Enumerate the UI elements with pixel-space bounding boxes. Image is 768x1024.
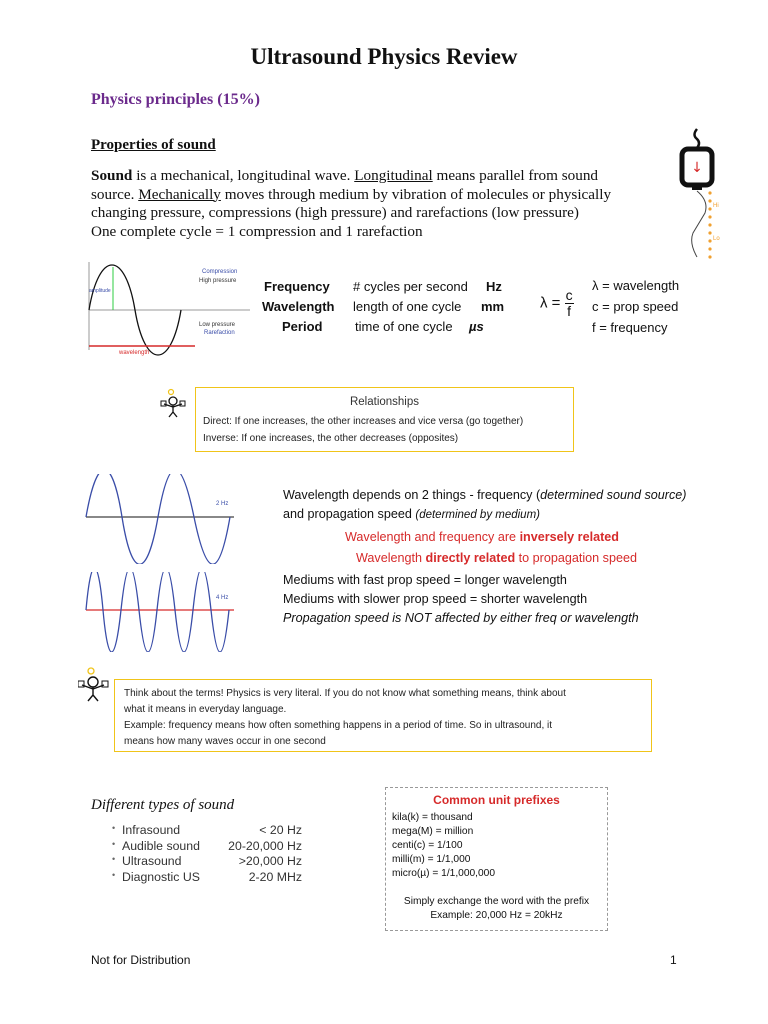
list-item: [112, 854, 312, 870]
term-frequency-unit: Hz: [486, 279, 502, 294]
text-segment: to propagation speed: [515, 551, 637, 565]
page-number: 1: [670, 953, 677, 967]
list-item: [112, 823, 312, 839]
compression-label: Compression: [202, 269, 238, 275]
prop-speed-note: Propagation speed is NOT affected by either freq or wavelength: [283, 611, 639, 625]
mechanically-term: Mechanically: [138, 185, 221, 203]
formula-denominator: f: [567, 303, 572, 319]
bullet: •: [112, 854, 116, 864]
text-segment: Wavelength: [356, 551, 426, 565]
section-heading: Physics principles (15%): [91, 91, 260, 108]
prefix-item: milli(m) = 1/1,000: [392, 854, 471, 865]
think-line: Think about the terms! Physics is very literal. If you do not know what something means, think about: [124, 688, 566, 699]
amplitude-label: amplitude: [89, 288, 111, 294]
legend-wavelength: λ = wavelength: [592, 278, 680, 293]
prefix-item: centi(c) = 1/100: [392, 840, 463, 851]
label-2hz: 2 Hz: [216, 501, 229, 507]
high-pressure-label: High pressure: [199, 278, 237, 284]
low-pressure-label: Low pressure: [199, 322, 236, 328]
prefix-item: kila(k) = thousand: [392, 812, 473, 823]
longitudinal-term: Longitudinal: [354, 167, 433, 184]
list-item: [112, 870, 312, 886]
term-period-unit: µs: [469, 319, 484, 334]
wavelength-depends-line2: [283, 507, 540, 521]
formula-fraction: [565, 288, 574, 319]
text-italic: (determined by medium): [415, 509, 540, 521]
intro-text: source.: [91, 185, 139, 203]
sound-types-list: [112, 823, 312, 885]
dot-column: [708, 191, 711, 258]
sound-types-heading: Different types of sound: [91, 797, 235, 813]
sound-type-name: Audible sound: [122, 838, 200, 853]
wavelength-depends-line1: [283, 488, 686, 502]
prefix-example: Example: 20,000 Hz = 20kHz: [430, 910, 563, 921]
text-segment: and propagation speed: [283, 507, 416, 521]
bullet: •: [112, 838, 116, 849]
relationship-inverse: Inverse: If one increases, the other decreases (opposites): [203, 433, 459, 444]
intro-line: One complete cycle = 1 compression and 1 rarefaction: [91, 222, 423, 240]
term-wavelength-desc: length of one cycle: [353, 299, 462, 314]
bullet: •: [112, 823, 116, 833]
intro-text: is a mechanical, longitudinal wave.: [132, 167, 355, 184]
footer-distribution-note: Not for Distribution: [91, 953, 191, 967]
term-frequency-desc: # cycles per second: [353, 279, 468, 294]
formula-lhs: λ =: [540, 294, 561, 312]
text-bold: directly related: [425, 551, 516, 565]
wavelength-formula: [540, 288, 574, 319]
inverse-relation-line: [345, 530, 619, 544]
subsection-heading: Properties of sound: [91, 137, 216, 153]
term-period-desc: time of one cycle: [355, 319, 453, 334]
prefixes-title: Common unit prefixes: [433, 793, 560, 807]
intro-text: means parallel from sound: [432, 167, 599, 184]
wavelength-label: wavelength: [119, 350, 150, 356]
direct-relation-line: [356, 551, 637, 565]
term-frequency: Frequency: [264, 279, 330, 294]
think-line: what it means in everyday language.: [124, 704, 287, 715]
sound-type-value: < 20 Hz: [259, 823, 302, 837]
rarefaction-label: Rarefaction: [204, 330, 235, 336]
text-bold: inversely related: [519, 530, 619, 544]
intro-paragraph: [91, 167, 661, 241]
wave-4hz: [84, 572, 244, 652]
text-segment: Wavelength depends on 2 things - frequency (: [283, 488, 541, 502]
unit-prefixes-box: [385, 787, 608, 931]
think-line: means how many waves occur in one second: [124, 736, 326, 747]
term-wavelength-unit: mm: [481, 299, 505, 314]
text-segment: Wavelength and frequency are: [345, 530, 520, 544]
relationships-box: [195, 387, 574, 452]
thinking-person-icon: [160, 388, 190, 418]
term-period: Period: [282, 319, 323, 334]
think-text: [124, 686, 644, 750]
page-title: Ultrasound Physics Review: [250, 44, 518, 69]
wave-2hz: [84, 474, 244, 564]
fast-medium-line: Mediums with fast prop speed = longer wavelength: [283, 573, 567, 587]
down-arrow-icon: ↓: [691, 160, 703, 176]
sound-type-name: Ultrasound: [122, 854, 182, 868]
list-item: [112, 839, 312, 855]
formula-numerator: c: [565, 287, 573, 303]
intro-text: moves through medium by vibration of molecules or physically: [220, 185, 612, 203]
text-italic: determined sound source): [540, 488, 687, 502]
sound-type-name: Diagnostic US: [122, 869, 200, 884]
bullet: •: [112, 869, 116, 880]
prefix-item: micro(µ) = 1/1,000,000: [392, 868, 495, 879]
intro-line: changing pressure, compressions (high pressure) and rarefactions (low pressure): [91, 204, 579, 221]
slow-medium-line: Mediums with slower prop speed = shorter wavelength: [283, 592, 588, 606]
relationship-direct: Direct: If one increases, the other increases and vice versa (go together): [203, 416, 524, 427]
term-wavelength: Wavelength: [262, 299, 335, 314]
think-about-terms-box: [114, 679, 652, 752]
prefix-item: mega(M) = million: [392, 826, 474, 837]
prefix-note: Simply exchange the word with the prefix: [403, 896, 590, 907]
sound-type-value: 20-20,000 Hz: [228, 838, 302, 853]
think-line: Example: frequency means how often something happens in a period of time. So in ultrasound, it: [124, 720, 553, 731]
legend-frequency: f = frequency: [592, 320, 668, 335]
sound-type-value: 2-20 MHz: [248, 869, 302, 884]
hi-label: Hi: [713, 203, 719, 209]
lo-label: Lo: [713, 236, 720, 242]
label-4hz: 4 Hz: [216, 595, 229, 601]
sound-type-name: Infrasound: [122, 823, 181, 837]
sound-term: Sound: [91, 167, 133, 184]
sound-type-value: >20,000 Hz: [238, 854, 302, 868]
wave-diagram: [85, 262, 255, 362]
relationships-title: Relationships: [349, 396, 420, 408]
thinking-person-icon: [78, 666, 112, 702]
legend-prop-speed: c = prop speed: [592, 299, 679, 314]
probe-icon: [670, 125, 730, 260]
